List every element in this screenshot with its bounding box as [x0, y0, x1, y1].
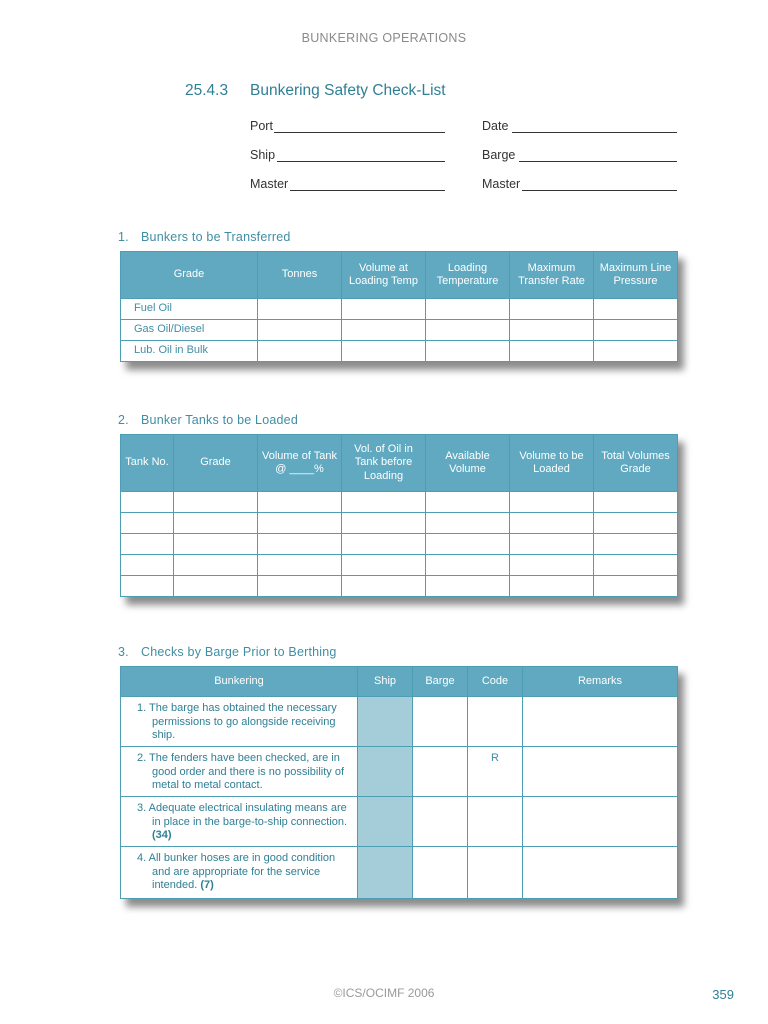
- master-left-label: Master: [250, 177, 289, 191]
- table3-header-bunkering: Bunkering: [121, 667, 358, 697]
- table3-header-code: Code: [468, 667, 523, 697]
- grade-lub-oil: Lub. Oil in Bulk: [121, 341, 258, 362]
- section-title: [185, 82, 446, 100]
- remarks-cell[interactable]: [523, 847, 678, 899]
- barge-checks-table: [120, 666, 678, 899]
- check-item-number: 1.: [137, 702, 147, 714]
- date-line: [512, 132, 677, 133]
- table-cell[interactable]: [426, 534, 510, 555]
- table1-wrapper: [120, 251, 678, 362]
- barge-line: [519, 161, 677, 162]
- table-row: [121, 555, 678, 576]
- table-cell[interactable]: [342, 299, 426, 320]
- table-cell[interactable]: [510, 555, 594, 576]
- table-cell[interactable]: [258, 555, 342, 576]
- table2-header-grade: Grade: [174, 435, 258, 492]
- port-label: Port: [250, 119, 273, 133]
- table-row: [121, 320, 678, 341]
- grade-fuel-oil: Fuel Oil: [121, 299, 258, 320]
- table-row: [121, 513, 678, 534]
- ship-check-cell[interactable]: [358, 797, 413, 847]
- master-right-label: Master: [482, 177, 521, 191]
- check-item-text: [121, 797, 358, 847]
- ship-line: [277, 161, 445, 162]
- code-cell: [468, 847, 523, 899]
- barge-field[interactable]: [482, 148, 515, 162]
- table1-header-grade: Grade: [121, 252, 258, 299]
- check-item-number: 3.: [137, 802, 147, 814]
- copyright-footer: ©ICS/OCIMF 2006: [333, 986, 435, 1000]
- master-right-field[interactable]: [482, 177, 520, 191]
- barge-check-cell[interactable]: [413, 747, 468, 797]
- table2-heading: [118, 413, 298, 427]
- table-cell[interactable]: [594, 320, 678, 341]
- table1-heading: [118, 230, 291, 244]
- table2-header-tank-no: Tank No.: [121, 435, 174, 492]
- check-item-description: Adequate electrical insulating means are in place in the barge-to-ship connection.: [148, 802, 348, 828]
- table2-wrapper: [120, 434, 678, 597]
- check-item-number: 2.: [137, 752, 147, 764]
- code-cell: R: [468, 747, 523, 797]
- code-cell: [468, 797, 523, 847]
- table-cell[interactable]: [121, 555, 174, 576]
- ship-check-cell[interactable]: [358, 847, 413, 899]
- code-cell: [468, 697, 523, 747]
- table-cell[interactable]: [258, 576, 342, 597]
- check-item-description: The fenders have been checked, are in good order and there is no possibility of metal to metal contact.: [149, 752, 345, 791]
- table-cell[interactable]: [258, 320, 342, 341]
- table3-header-row: [121, 667, 678, 697]
- check-item-text: [121, 747, 358, 797]
- remarks-cell[interactable]: [523, 747, 678, 797]
- table-cell[interactable]: [510, 534, 594, 555]
- table-cell[interactable]: [121, 513, 174, 534]
- table-cell[interactable]: [426, 555, 510, 576]
- check-item-description: All bunker hoses are in good condition and are appropriate for the service intended.: [148, 852, 336, 891]
- master-left-line: [290, 190, 445, 191]
- table2-header-available: Available Volume: [426, 435, 510, 492]
- check-item-description: The barge has obtained the necessary permissions to go alongside receiving ship.: [149, 702, 337, 741]
- ship-check-cell[interactable]: [358, 697, 413, 747]
- table-cell[interactable]: [174, 555, 258, 576]
- table1-heading-text: Bunkers to be Transferred: [141, 230, 291, 244]
- table1-header-temperature: Loading Temperature: [426, 252, 510, 299]
- ship-check-cell[interactable]: [358, 747, 413, 797]
- check-item-reference: (34): [152, 829, 172, 841]
- table-row: [121, 697, 678, 747]
- table-cell[interactable]: [510, 513, 594, 534]
- table3-heading-number: 3.: [118, 645, 129, 659]
- table-cell[interactable]: [342, 513, 426, 534]
- table-cell[interactable]: [426, 492, 510, 513]
- remarks-cell[interactable]: [523, 797, 678, 847]
- table-cell[interactable]: [510, 320, 594, 341]
- table-cell[interactable]: [174, 534, 258, 555]
- table2-header-row: [121, 435, 678, 492]
- check-item-reference: (7): [200, 879, 214, 891]
- table-cell[interactable]: [594, 534, 678, 555]
- table-cell[interactable]: [258, 299, 342, 320]
- table-cell[interactable]: [342, 320, 426, 341]
- master-left-field[interactable]: [250, 177, 288, 191]
- table3-header-remarks: Remarks: [523, 667, 678, 697]
- table-cell[interactable]: [510, 341, 594, 362]
- barge-check-cell[interactable]: [413, 797, 468, 847]
- table-cell[interactable]: [342, 576, 426, 597]
- running-header: BUNKERING OPERATIONS: [301, 31, 467, 45]
- table2-header-vol-before: Vol. of Oil in Tank before Loading: [342, 435, 426, 492]
- table-row: [121, 797, 678, 847]
- date-field[interactable]: [482, 119, 508, 133]
- table2-heading-number: 2.: [118, 413, 129, 427]
- remarks-cell[interactable]: [523, 697, 678, 747]
- table-cell[interactable]: [258, 534, 342, 555]
- table-cell[interactable]: [342, 492, 426, 513]
- table-cell[interactable]: [510, 492, 594, 513]
- table-cell[interactable]: [342, 534, 426, 555]
- table2-header-volume-of-tank: Volume of Tank @ ____%: [258, 435, 342, 492]
- table1-header-row: [121, 252, 678, 299]
- table-row: [121, 341, 678, 362]
- table-cell[interactable]: [121, 576, 174, 597]
- table-cell[interactable]: [258, 341, 342, 362]
- table-row: [121, 299, 678, 320]
- table-cell[interactable]: [426, 513, 510, 534]
- table-cell[interactable]: [258, 492, 342, 513]
- table-cell[interactable]: [426, 341, 510, 362]
- page-number: 359: [712, 987, 734, 1002]
- barge-label: Barge: [482, 148, 516, 162]
- table2-heading-text: Bunker Tanks to be Loaded: [141, 413, 298, 427]
- grade-gas-oil: Gas Oil/Diesel: [121, 320, 258, 341]
- table2-header-to-be-loaded: Volume to be Loaded: [510, 435, 594, 492]
- table-cell[interactable]: [510, 576, 594, 597]
- table-cell[interactable]: [594, 513, 678, 534]
- ship-label: Ship: [250, 148, 276, 162]
- table1-header-tonnes: Tonnes: [258, 252, 342, 299]
- barge-check-cell[interactable]: [413, 697, 468, 747]
- table-row: [121, 534, 678, 555]
- table-cell[interactable]: [594, 492, 678, 513]
- table-cell[interactable]: [594, 555, 678, 576]
- table-cell[interactable]: [121, 534, 174, 555]
- table3-header-ship: Ship: [358, 667, 413, 697]
- table1-header-volume: Volume at Loading Temp: [342, 252, 426, 299]
- section-number: 25.4.3: [185, 82, 229, 99]
- table3-header-barge: Barge: [413, 667, 468, 697]
- table-row: [121, 747, 678, 797]
- table-cell[interactable]: [426, 299, 510, 320]
- table2-header-total: Total Volumes Grade: [594, 435, 678, 492]
- bunker-tanks-table: [120, 434, 678, 597]
- table-cell[interactable]: [594, 341, 678, 362]
- table-cell[interactable]: [174, 576, 258, 597]
- table-cell[interactable]: [174, 513, 258, 534]
- table-cell[interactable]: [342, 341, 426, 362]
- check-item-text: [121, 847, 358, 899]
- date-label: Date: [482, 119, 509, 133]
- check-item-number: 4.: [137, 852, 147, 864]
- barge-check-cell[interactable]: [413, 847, 468, 899]
- table3-heading-text: Checks by Barge Prior to Berthing: [141, 645, 337, 659]
- table-cell[interactable]: [342, 555, 426, 576]
- table1-header-transfer-rate: Maximum Transfer Rate: [510, 252, 594, 299]
- section-title-text: Bunkering Safety Check-List: [250, 82, 446, 99]
- check-item-text: [121, 697, 358, 747]
- table-cell[interactable]: [594, 299, 678, 320]
- table-cell[interactable]: [258, 513, 342, 534]
- port-line: [274, 132, 445, 133]
- master-right-line: [522, 190, 677, 191]
- table1-header-line-pressure: Maximum Line Pressure: [594, 252, 678, 299]
- table-cell[interactable]: [426, 320, 510, 341]
- table3-heading: [118, 645, 337, 659]
- table-row: [121, 847, 678, 899]
- table3-wrapper: [120, 666, 678, 899]
- table1-heading-number: 1.: [118, 230, 129, 244]
- port-field[interactable]: [250, 119, 273, 133]
- table-row: [121, 492, 678, 513]
- table-row: [121, 576, 678, 597]
- table-cell[interactable]: [510, 299, 594, 320]
- table-cell[interactable]: [426, 576, 510, 597]
- bunkers-table: [120, 251, 678, 362]
- ship-field[interactable]: [250, 148, 275, 162]
- table-cell[interactable]: [174, 492, 258, 513]
- table-cell[interactable]: [594, 576, 678, 597]
- table-cell[interactable]: [121, 492, 174, 513]
